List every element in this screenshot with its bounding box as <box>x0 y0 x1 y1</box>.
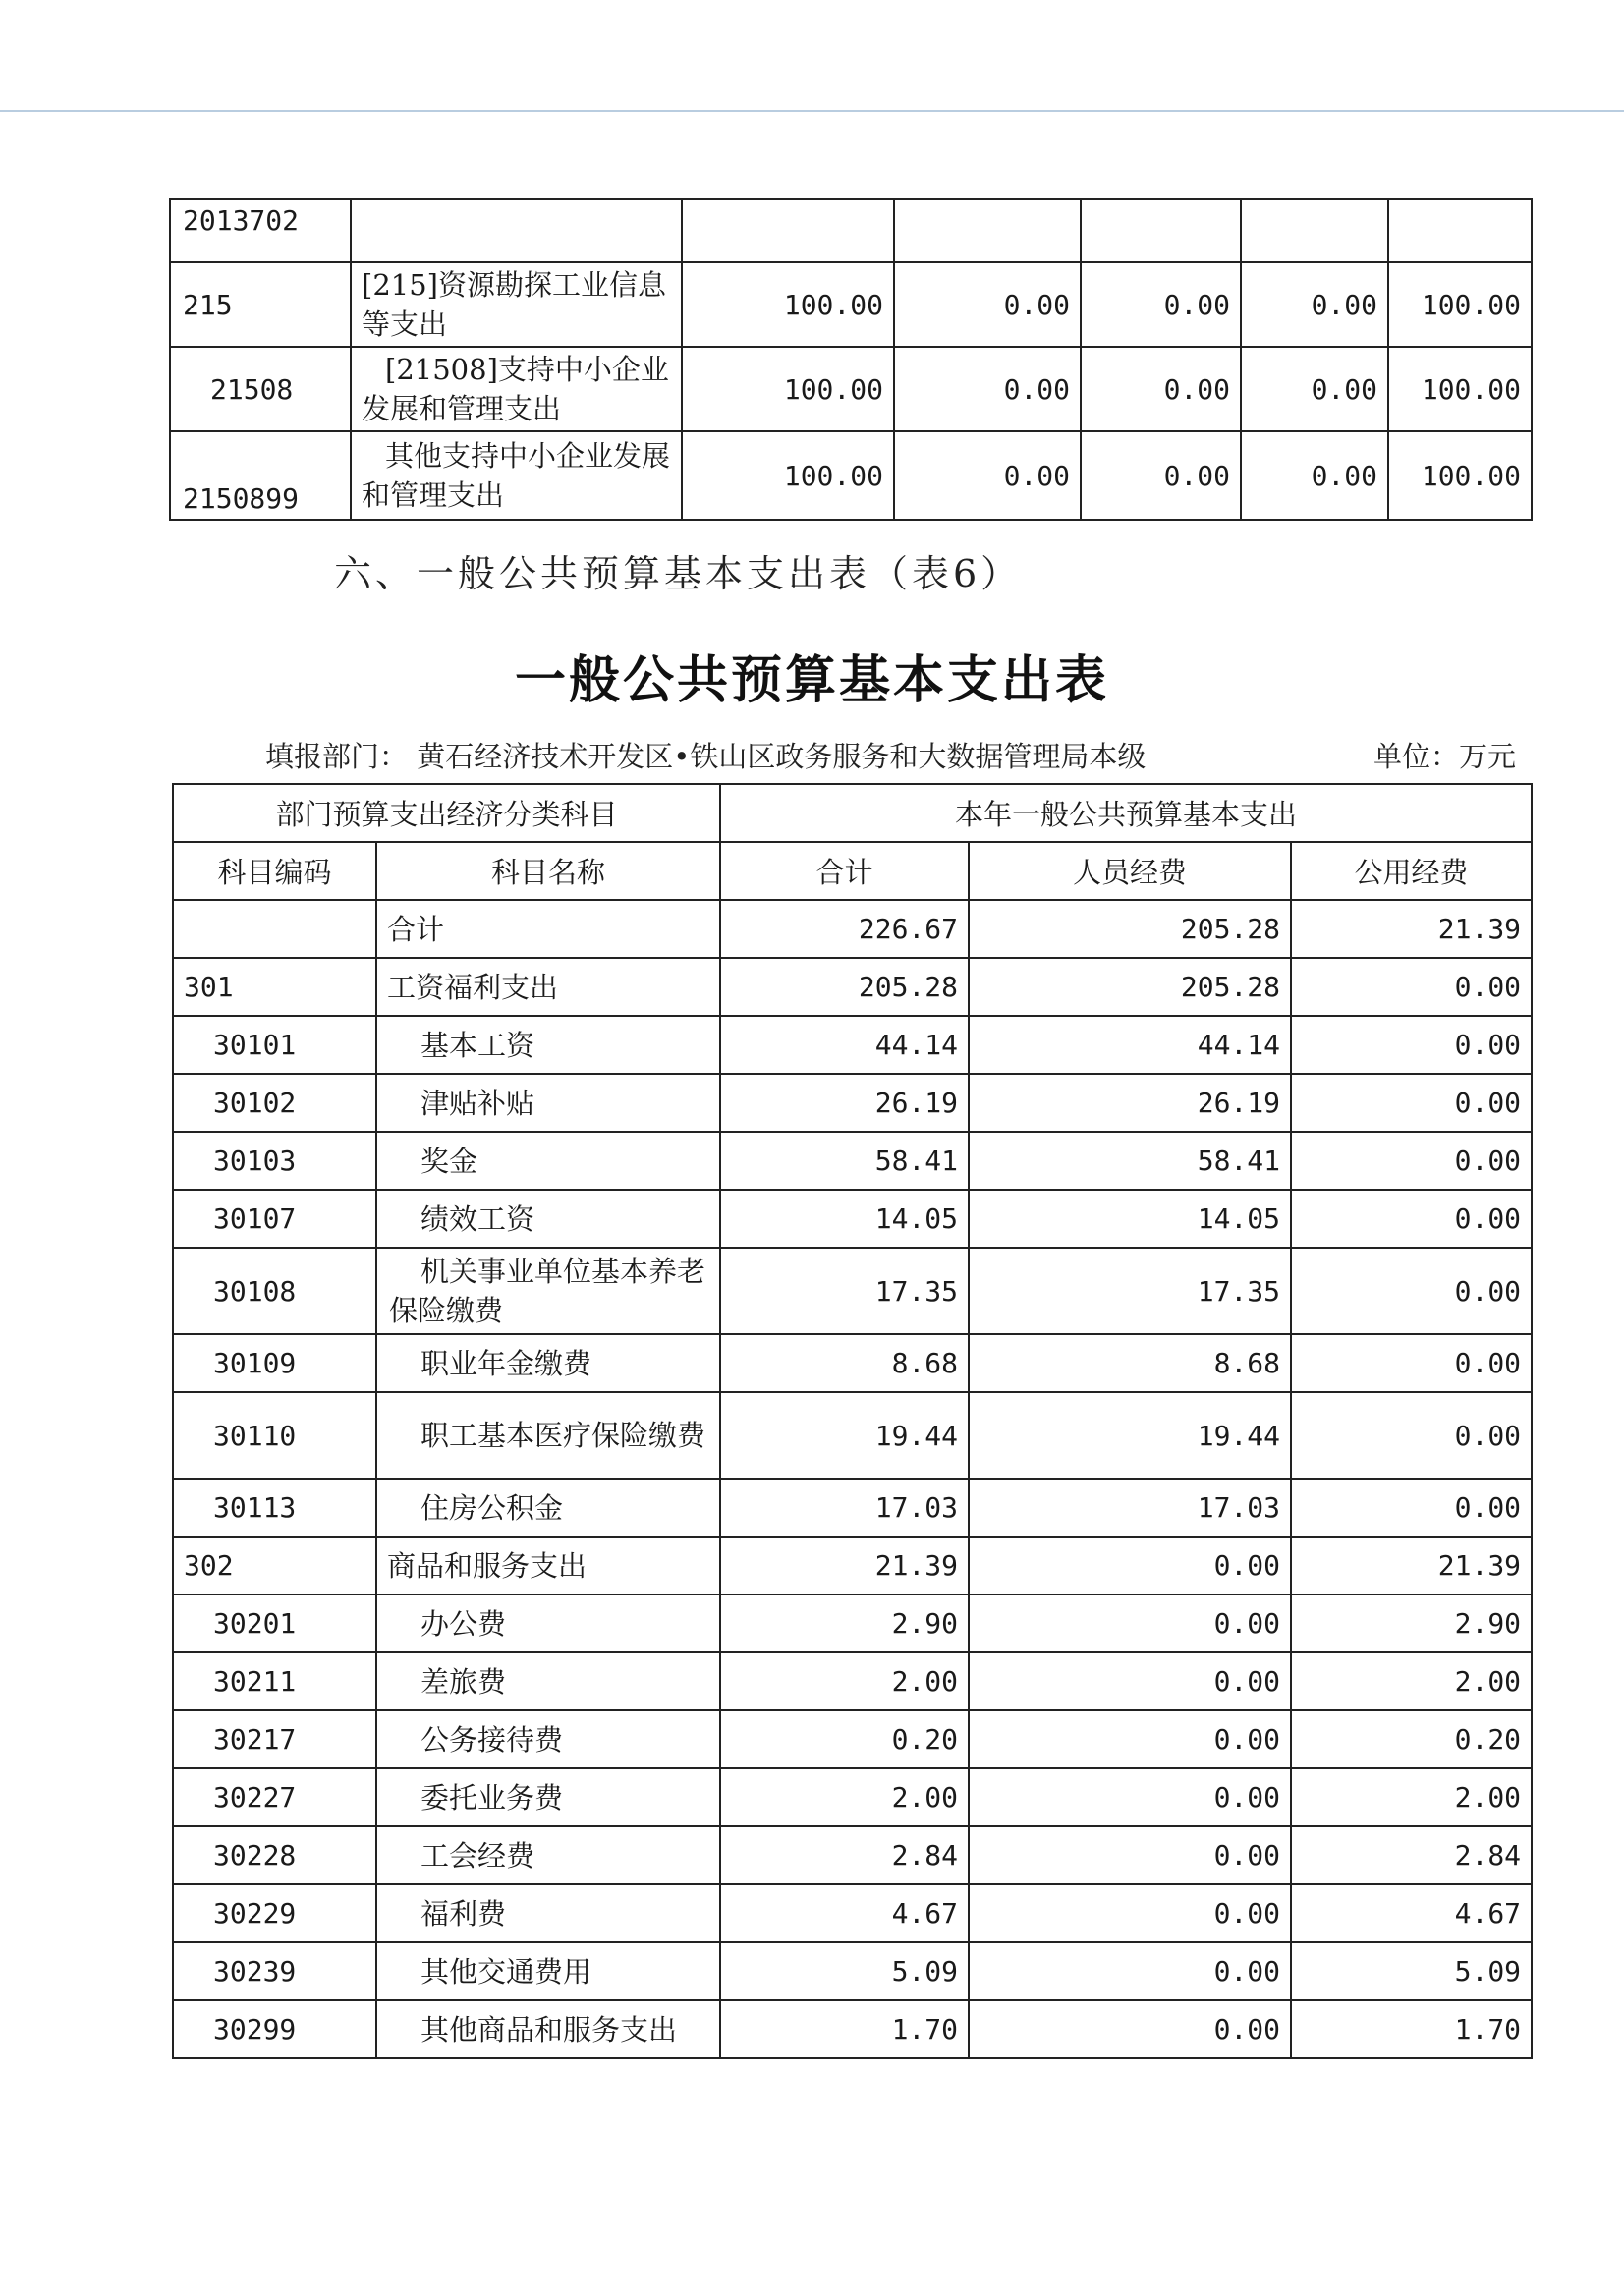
cell-value: 0.00 <box>1291 1074 1532 1132</box>
cell-value: 17.35 <box>720 1248 969 1334</box>
cell-value: 14.05 <box>720 1190 969 1248</box>
cell-value: 0.00 <box>1291 1132 1532 1190</box>
col-header-code: 科目编码 <box>173 842 376 900</box>
table-row <box>173 1595 1532 1652</box>
cell-value: 0.00 <box>1081 347 1241 431</box>
col-header-total: 合计 <box>720 842 969 900</box>
cell-value: 0.00 <box>1291 1479 1532 1537</box>
cell-value: 21.39 <box>720 1537 969 1595</box>
cell-value: 19.44 <box>969 1392 1291 1479</box>
cell-value: 100.00 <box>682 347 894 431</box>
cell-value: 4.67 <box>720 1884 969 1942</box>
cell-value: 0.00 <box>1291 1334 1532 1392</box>
cell-value: 0.20 <box>1291 1710 1532 1768</box>
cell-name: 办公费 <box>376 1595 720 1652</box>
cell-value: 0.00 <box>969 1826 1291 1884</box>
cell-value: 0.00 <box>1291 1248 1532 1334</box>
cell-value: 0.00 <box>894 347 1081 431</box>
cell-value <box>682 199 894 262</box>
cell-value: 205.28 <box>720 958 969 1016</box>
cell-value: 5.09 <box>1291 1942 1532 2000</box>
cell-value: 2.00 <box>1291 1768 1532 1826</box>
cell-value <box>894 199 1081 262</box>
cell-value: 1.70 <box>1291 2000 1532 2058</box>
cell-value: 2.90 <box>720 1595 969 1652</box>
cell-name: 职工基本医疗保险缴费 <box>376 1392 720 1479</box>
cell-value: 0.00 <box>969 1710 1291 1768</box>
cell-value: 226.67 <box>720 900 969 958</box>
table-row <box>173 2000 1532 2058</box>
cell-value: 205.28 <box>969 958 1291 1016</box>
cell-code: 30113 <box>173 1479 376 1537</box>
fill-department: 填报部门： 黄石经济技术开发区•铁山区政务服务和大数据管理局本级 <box>265 740 1147 773</box>
table-row <box>173 1334 1532 1392</box>
table-row <box>173 1768 1532 1826</box>
cell-value: 0.00 <box>1241 347 1388 431</box>
cell-value: 0.00 <box>969 1942 1291 2000</box>
table-row <box>170 199 1532 262</box>
cell-value <box>1388 199 1532 262</box>
cell-name <box>351 199 682 262</box>
cell-name: [21508]支持中小企业发展和管理支出 <box>351 347 682 431</box>
table-title: 一般公共预算基本支出表 <box>514 651 1109 710</box>
cell-value: 58.41 <box>720 1132 969 1190</box>
continuation-table <box>169 198 1533 521</box>
table-row <box>173 1479 1532 1537</box>
table-row <box>170 347 1532 431</box>
cell-name: 委托业务费 <box>376 1768 720 1826</box>
cell-value: 0.00 <box>969 2000 1291 2058</box>
header-rule <box>0 110 1624 112</box>
cell-value: 21.39 <box>1291 900 1532 958</box>
cell-name: 其他交通费用 <box>376 1942 720 2000</box>
cell-name: 工会经费 <box>376 1826 720 1884</box>
table-row <box>170 431 1532 520</box>
cell-value: 26.19 <box>969 1074 1291 1132</box>
cell-name: 商品和服务支出 <box>376 1537 720 1595</box>
cell-value <box>1241 199 1388 262</box>
cell-value: 0.00 <box>1081 431 1241 520</box>
cell-name: 机关事业单位基本养老保险缴费 <box>376 1248 720 1334</box>
cell-code: 30201 <box>173 1595 376 1652</box>
cell-value: 2.90 <box>1291 1595 1532 1652</box>
cell-code: 30239 <box>173 1942 376 2000</box>
cell-value: 100.00 <box>682 262 894 347</box>
col-header-public: 公用经费 <box>1291 842 1532 900</box>
cell-code: 30228 <box>173 1826 376 1884</box>
unit-label: 单位：万元 <box>1372 740 1516 773</box>
cell-value: 100.00 <box>682 431 894 520</box>
cell-code: 30107 <box>173 1190 376 1248</box>
cell-value: 17.03 <box>720 1479 969 1537</box>
cell-value: 8.68 <box>720 1334 969 1392</box>
table-row <box>170 262 1532 347</box>
cell-name: 津贴补贴 <box>376 1074 720 1132</box>
table-row <box>173 900 1532 958</box>
cell-value: 0.00 <box>1241 431 1388 520</box>
basic-expenditure-table <box>172 783 1533 2059</box>
cell-value: 2.84 <box>1291 1826 1532 1884</box>
table-row <box>173 958 1532 1016</box>
table-row <box>173 1710 1532 1768</box>
table-row <box>173 1248 1532 1334</box>
table-row <box>173 1016 1532 1074</box>
cell-value <box>1081 199 1241 262</box>
cell-code: 30211 <box>173 1652 376 1710</box>
cell-value: 0.00 <box>1241 262 1388 347</box>
cell-code: 302 <box>173 1537 376 1595</box>
cell-value: 100.00 <box>1388 262 1532 347</box>
cell-name: 基本工资 <box>376 1016 720 1074</box>
cell-code: 30108 <box>173 1248 376 1334</box>
cell-value: 2.00 <box>1291 1652 1532 1710</box>
cell-code: 30109 <box>173 1334 376 1392</box>
cell-name: 差旅费 <box>376 1652 720 1710</box>
cell-value: 0.00 <box>1081 262 1241 347</box>
cell-value: 0.00 <box>969 1595 1291 1652</box>
cell-name: 住房公积金 <box>376 1479 720 1537</box>
table-row <box>173 1537 1532 1595</box>
cell-value: 26.19 <box>720 1074 969 1132</box>
cell-value: 0.00 <box>969 1537 1291 1595</box>
cell-value: 19.44 <box>720 1392 969 1479</box>
table-row <box>173 1190 1532 1248</box>
group-header-left: 部门预算支出经济分类科目 <box>173 784 720 842</box>
cell-code: 30229 <box>173 1884 376 1942</box>
cell-value: 100.00 <box>1388 347 1532 431</box>
cell-value: 0.00 <box>969 1652 1291 1710</box>
cell-value: 0.00 <box>894 262 1081 347</box>
cell-value: 2.84 <box>720 1826 969 1884</box>
cell-value: 17.03 <box>969 1479 1291 1537</box>
cell-code: 21508 <box>170 347 351 431</box>
cell-name: 其他商品和服务支出 <box>376 2000 720 2058</box>
table-row <box>173 1074 1532 1132</box>
cell-value: 0.00 <box>1291 1392 1532 1479</box>
cell-code: 30102 <box>173 1074 376 1132</box>
cell-value: 0.00 <box>894 431 1081 520</box>
cell-value: 0.20 <box>720 1710 969 1768</box>
cell-name: 公务接待费 <box>376 1710 720 1768</box>
cell-name: 奖金 <box>376 1132 720 1190</box>
cell-name: 职业年金缴费 <box>376 1334 720 1392</box>
cell-code: 2013702 <box>170 199 351 262</box>
cell-value: 0.00 <box>1291 958 1532 1016</box>
cell-value: 14.05 <box>969 1190 1291 1248</box>
cell-code: 30101 <box>173 1016 376 1074</box>
cell-value: 0.00 <box>1291 1016 1532 1074</box>
col-header-personnel: 人员经费 <box>969 842 1291 900</box>
cell-value: 205.28 <box>969 900 1291 958</box>
table-row <box>173 1942 1532 2000</box>
cell-code: 30299 <box>173 2000 376 2058</box>
cell-value: 21.39 <box>1291 1537 1532 1595</box>
cell-value: 5.09 <box>720 1942 969 2000</box>
cell-code: 30110 <box>173 1392 376 1479</box>
cell-value: 0.00 <box>1291 1190 1532 1248</box>
cell-value: 44.14 <box>720 1016 969 1074</box>
cell-code: 30103 <box>173 1132 376 1190</box>
cell-name: 合计 <box>376 900 720 958</box>
cell-value: 44.14 <box>969 1016 1291 1074</box>
cell-value: 4.67 <box>1291 1884 1532 1942</box>
table-row <box>173 1392 1532 1479</box>
cell-name: 其他支持中小企业发展和管理支出 <box>351 431 682 520</box>
cell-name: [215]资源勘探工业信息等支出 <box>351 262 682 347</box>
cell-value: 58.41 <box>969 1132 1291 1190</box>
cell-code: 30227 <box>173 1768 376 1826</box>
section-heading: 六、一般公共预算基本支出表（表6） <box>334 552 1023 595</box>
table-row <box>173 1884 1532 1942</box>
table-row <box>173 1652 1532 1710</box>
cell-value: 8.68 <box>969 1334 1291 1392</box>
cell-value: 2.00 <box>720 1652 969 1710</box>
cell-code: 2150899 <box>170 431 351 520</box>
table-row <box>173 1132 1532 1190</box>
group-header-right: 本年一般公共预算基本支出 <box>720 784 1532 842</box>
cell-name: 绩效工资 <box>376 1190 720 1248</box>
cell-value: 1.70 <box>720 2000 969 2058</box>
cell-code <box>173 900 376 958</box>
cell-value: 17.35 <box>969 1248 1291 1334</box>
cell-code: 30217 <box>173 1710 376 1768</box>
cell-value: 0.00 <box>969 1768 1291 1826</box>
cell-name: 福利费 <box>376 1884 720 1942</box>
cell-value: 0.00 <box>969 1884 1291 1942</box>
table-row <box>173 1826 1532 1884</box>
cell-value: 2.00 <box>720 1768 969 1826</box>
cell-name: 工资福利支出 <box>376 958 720 1016</box>
cell-code: 301 <box>173 958 376 1016</box>
col-header-name: 科目名称 <box>376 842 720 900</box>
cell-code: 215 <box>170 262 351 347</box>
cell-value: 100.00 <box>1388 431 1532 520</box>
